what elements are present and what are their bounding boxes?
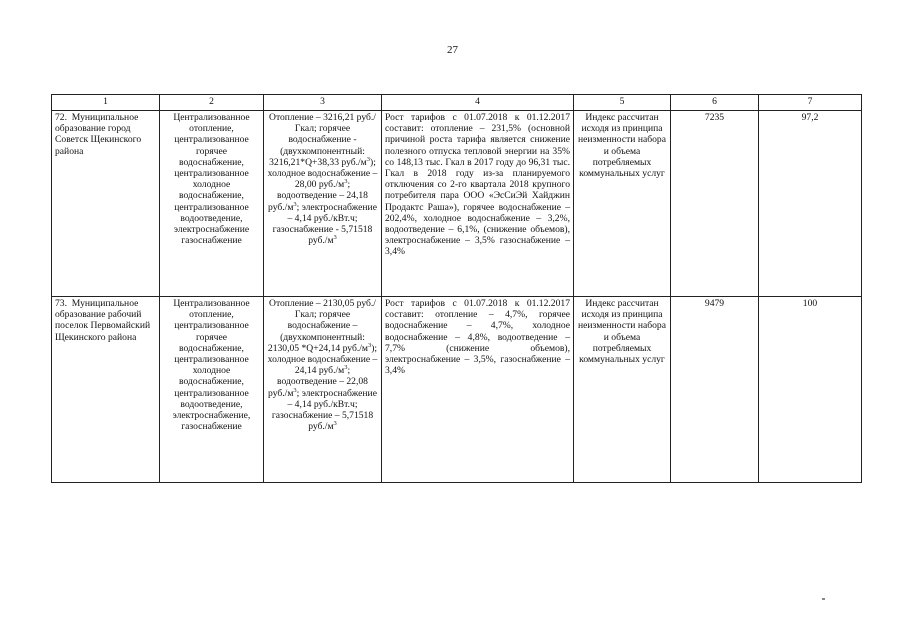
services-cell: Централизованное отопление, централизованное горячее водоснабжение, централизованное холодное водоснабжение, централизованное водоотведение, электроснабжение, газоснабжение — [160, 297, 264, 483]
table-row — [52, 297, 862, 483]
col6-value: 9479 — [671, 297, 759, 483]
col7-value: 100 — [759, 297, 862, 483]
page-number: 27 — [447, 44, 458, 56]
index-basis-cell: Индекс рассчитан исходя из принципа неизменности набора и объема потребляемых коммунальных услуг — [574, 297, 671, 483]
header-cell: 2 — [160, 95, 264, 111]
reason-cell: Рост тарифов с 01.07.2018 к 01.12.2017 составит: отопление – 231,5% (основной причиной роста тарифа является снижение полезного отпуска тепловой энергии на 35% со 148,13 тыс. Гкал в 2017 году до 96,31 тыс. Гкал в 2018 году из-за планируемого отключения со 2-го квартала 2018 крупного потребителя пара ООО «ЭсСиЭй Хайджин Продактс Раша»), горячее водоснабжение – 202,4%, холодное водоснабжение – 3,2%, водоотведение – 6,1%, (снижение объемов), электроснабжение – 3,5% газоснабжение – 3,4% — [382, 111, 574, 297]
municipality-name: Муниципальное образование рабочий поселок Первомайский Щекинского района — [55, 298, 151, 343]
row-number: 73. — [55, 298, 67, 309]
header-cell: 5 — [574, 95, 671, 111]
municipality-cell — [52, 297, 160, 483]
header-cell: 1 — [52, 95, 160, 111]
index-basis-cell: Индекс рассчитан исходя из принципа неизменности набора и объема потребляемых коммунальных услуг — [574, 111, 671, 297]
header-cell: 7 — [759, 95, 862, 111]
services-cell: Централизованное отопление, централизованное горячее водоснабжение, централизованное холодное водоснабжение, централизованное водоотведение, электроснабжение газоснабжение — [160, 111, 264, 297]
table-header-row — [52, 95, 862, 111]
municipality-cell — [52, 111, 160, 297]
header-cell: 6 — [671, 95, 759, 111]
tariff-table — [51, 94, 862, 483]
table-row — [52, 111, 862, 297]
header-cell: 4 — [382, 95, 574, 111]
tariffs-cell: Отопление – 2130,05 руб./Гкал; горячее водоснабжение – (двухкомпонентный: 2130,05 *Q+24,14 $руб./м^3$); холодное водоснабжение – 24,14 $руб./м^3$; водоотведение – 22,08 $руб./м^3$; электроснабжение – 4,14 руб./кВт.ч; газоснабжение – 5,71518 $руб./м^3$ — [264, 297, 382, 483]
tariffs-cell: Отопление – 3216,21 руб./Гкал; горячее водоснабжение - (двухкомпонентный: 3216,21*Q+38,33 $руб./м^3$); холодное водоснабжение – 28,00 $руб./м^3$; водоотведение – 24,18 $руб./м^3$; электроснабжение – 4,14 руб./кВт.ч; газоснабжение - 5,71518 $руб./м^3$ — [264, 111, 382, 297]
scan-speck — [822, 598, 825, 600]
header-cell: 3 — [264, 95, 382, 111]
col6-value: 7235 — [671, 111, 759, 297]
reason-cell: Рост тарифов с 01.07.2018 к 01.12.2017 составит: отопление – 4,7%, горячее водоснабжение – 4,7%, холодное водоснабжение – 4,8%, водоотведение – 7,7% (снижение объемов), электроснабжение – 3,5%, газоснабжение – 3,4% — [382, 297, 574, 483]
municipality-name: Муниципальное образование город Советск Щекинского района — [55, 112, 142, 157]
row-number: 72. — [55, 112, 67, 123]
col7-value: 97,2 — [759, 111, 862, 297]
